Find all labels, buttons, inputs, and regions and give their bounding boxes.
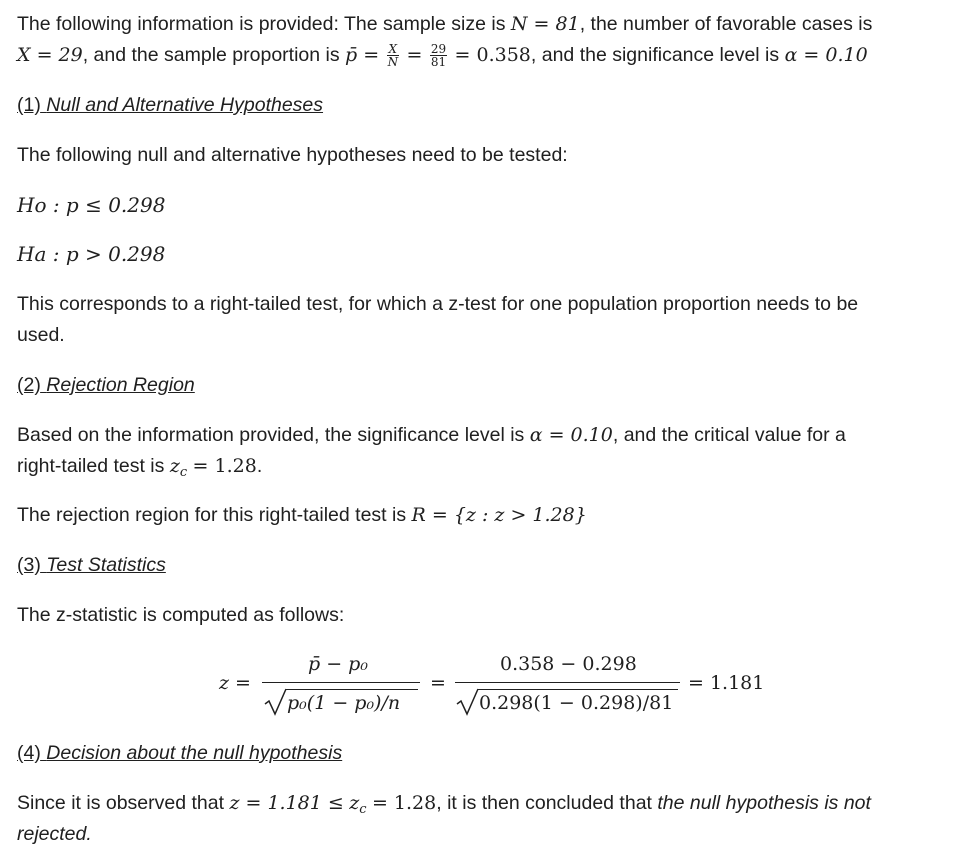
body-text: . (256, 455, 263, 477)
fraction-bar (455, 682, 680, 683)
x-over-n-fraction: $\frac{X}{N}$ (387, 42, 399, 70)
subscript: c (359, 802, 367, 817)
section-number: (1) (17, 94, 41, 116)
pbar-math: p̄ = (345, 44, 380, 66)
sqrt-bar (286, 689, 418, 690)
alternative-hypothesis: Ha : p > 0.298 (17, 242, 166, 266)
proportion-value: = 0.358 (454, 44, 531, 66)
intro-text: The following information is provided: The sample size is (17, 13, 506, 35)
formula-numerator-2: 0.358 − 0.298 (500, 653, 637, 675)
intro-line-1 (17, 9, 872, 40)
intro-text: , and the significance level is (530, 44, 780, 66)
29-over-81-fraction: $\frac{29}{81}$ (430, 42, 447, 70)
formula-denominator-1: p₀(1 − p₀)/n (287, 692, 401, 714)
rejection-text-line-1 (17, 420, 846, 451)
body-text: The rejection region for this right-tailed test is (17, 504, 407, 526)
null-hypothesis: Ho : p ≤ 0.298 (17, 193, 166, 217)
subscript: c (179, 465, 188, 480)
rejection-region-math: R = {z : z > 1.28} (411, 504, 587, 526)
z-equals: z = (219, 672, 251, 694)
section-title: Test Statistics (46, 554, 166, 576)
intro-text: , the number of favorable cases is (579, 13, 873, 35)
statistic-intro: The z-statistic is computed as follows: (17, 604, 345, 626)
formula-numerator-1: p̄ − p₀ (308, 653, 368, 675)
section-number: (2) (17, 374, 41, 396)
section-title: Null and Alternative Hypotheses (46, 94, 324, 116)
critical-value-math: = 1.28 (192, 455, 257, 477)
intro-line-2 (17, 40, 868, 71)
body-text: , it is then concluded that (436, 792, 652, 814)
equals-sign: = (430, 672, 446, 694)
rejection-text-line-2 (17, 451, 262, 488)
conclusion-emphasis: the null hypothesis is not (657, 792, 871, 814)
section-title: Rejection Region (46, 374, 195, 396)
intro-text: , and the sample proportion is (82, 44, 340, 66)
formula-denominator-2: 0.298(1 − 0.298)/81 (479, 692, 674, 714)
body-text: right-tailed test is (17, 455, 165, 477)
z-math: z (349, 792, 360, 814)
section-number: (4) (17, 742, 41, 764)
z-result: = 1.181 (688, 672, 765, 694)
favorable-cases-math: X = 29 (17, 44, 83, 66)
z-math: z (169, 455, 180, 477)
sqrt-bar (478, 689, 678, 690)
section-title: Decision about the null hypothesis (46, 742, 343, 764)
body-text: , and the critical value for a (612, 424, 846, 446)
section-heading-4 (17, 738, 342, 769)
test-description-line-1: This corresponds to a right-tailed test, for which a z-test for one population proportion needs to be (17, 293, 859, 315)
body-text: Since it is observed that (17, 792, 225, 814)
fraction-bar (262, 682, 420, 683)
decision-line-1 (17, 788, 871, 825)
rejection-region-line (17, 500, 587, 531)
sqrt-icon (456, 688, 480, 716)
z-statistic-formula (200, 650, 800, 722)
alpha-math: α = 0.10 (784, 44, 868, 66)
decision-line-2: rejected. (17, 823, 92, 845)
body-text: Based on the information provided, the significance level is (17, 424, 525, 446)
critical-value-math: = 1.28 (371, 792, 437, 814)
sqrt-icon (264, 688, 288, 716)
section-heading-1 (17, 90, 323, 121)
section-heading-3 (17, 550, 166, 581)
section-heading-2 (17, 370, 195, 401)
test-description-line-2: used. (17, 324, 65, 346)
alpha-math: α = 0.10 (529, 424, 613, 446)
equals-sign: = (406, 44, 423, 66)
z-compare-math: z = 1.181 ≤ (229, 792, 344, 814)
section-number: (3) (17, 554, 41, 576)
hypotheses-intro: The following null and alternative hypotheses need to be tested: (17, 144, 568, 166)
sample-size-math: N = 81 (510, 13, 580, 35)
